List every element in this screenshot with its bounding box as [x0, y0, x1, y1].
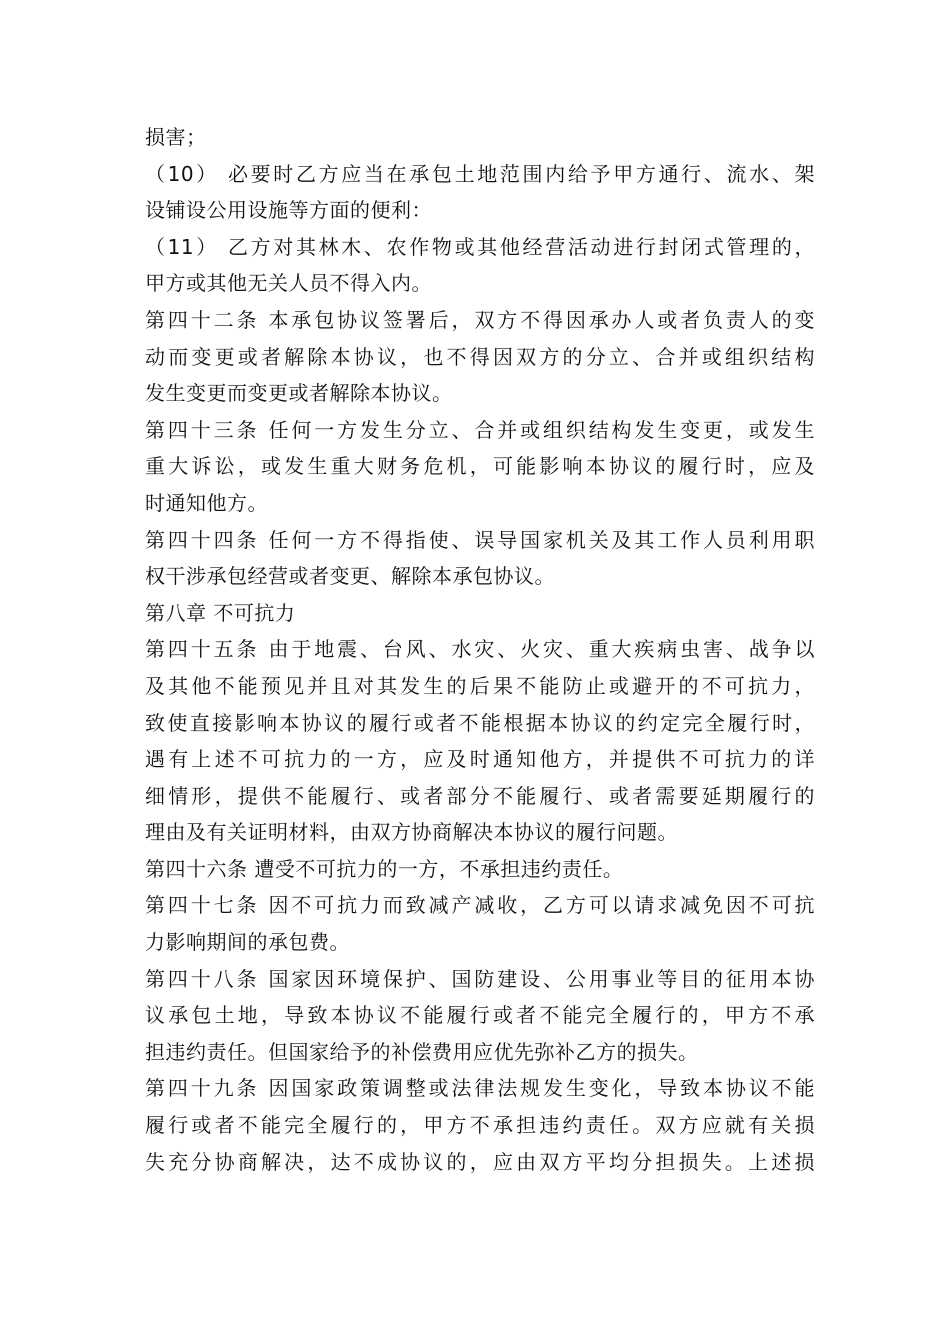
text-line: 第四十三条 任何一方发生分立、合并或组织结构发生变更，或发生	[145, 417, 815, 442]
text-line: 权干涉承包经营或者变更、解除本承包协议。	[145, 564, 555, 589]
text-line: 致使直接影响本协议的履行或者不能根据本协议的约定完全履行时，	[145, 710, 815, 735]
text-line: （11） 乙方对其林木、农作物或其他经营活动进行封闭式管理的，	[145, 234, 815, 259]
text-line: 遇有上述不可抗力的一方，应及时通知他方，并提供不可抗力的详	[145, 747, 815, 772]
text-line: 理由及有关证明材料，由双方协商解决本协议的履行问题。	[145, 820, 678, 845]
text-line: 设铺设公用设施等方面的便利：	[145, 198, 432, 223]
text-line: 履行或者不能完全履行的，甲方不承担违约责任。双方应就有关损	[145, 1113, 815, 1138]
text-line: 重大诉讼，或发生重大财务危机，可能影响本协议的履行时，应及	[145, 454, 815, 479]
chapter-heading: 第八章 不可抗力	[145, 600, 296, 625]
text-line: 甲方或其他无关人员不得入内。	[145, 271, 432, 296]
text-line: 第四十四条 任何一方不得指使、误导国家机关及其工作人员利用职	[145, 527, 815, 552]
text-line: 担违约责任。但国家给予的补偿费用应优先弥补乙方的损失。	[145, 1039, 699, 1064]
text-line: 发生变更而变更或者解除本协议。	[145, 381, 453, 406]
text-line: 力影响期间的承包费。	[145, 930, 350, 955]
text-line: 损害；	[145, 125, 207, 149]
text-line: 及其他不能预见并且对其发生的后果不能防止或避开的不可抗力，	[145, 673, 815, 698]
text-line: 第四十九条 因国家政策调整或法律法规发生变化，导致本协议不能	[145, 1076, 815, 1101]
text-line: 议承包土地，导致本协议不能履行或者不能完全履行的，甲方不承	[145, 1003, 815, 1028]
text-line: 时通知他方。	[145, 490, 268, 515]
text-line: 第四十五条 由于地震、台风、水灾、火灾、重大疾病虫害、战争以	[145, 637, 815, 662]
text-line: （10） 必要时乙方应当在承包土地范围内给予甲方通行、流水、架	[145, 161, 815, 186]
text-line: 动而变更或者解除本协议，也不得因双方的分立、合并或组织结构	[145, 344, 815, 369]
text-line: 细情形，提供不能履行、或者部分不能履行、或者需要延期履行的	[145, 783, 815, 808]
text-line: 第四十二条 本承包协议签署后，双方不得因承办人或者负责人的变	[145, 307, 815, 332]
text-line: 第四十八条 国家因环境保护、国防建设、公用事业等目的征用本协	[145, 966, 815, 991]
text-line: 第四十六条 遭受不可抗力的一方，不承担违约责任。	[145, 856, 624, 881]
document-body	[145, 119, 815, 1180]
text-line: 第四十七条 因不可抗力而致减产减收，乙方可以请求减免因不可抗	[145, 893, 815, 918]
text-line: 失充分协商解决，达不成协议的，应由双方平均分担损失。上述损	[145, 1149, 815, 1174]
